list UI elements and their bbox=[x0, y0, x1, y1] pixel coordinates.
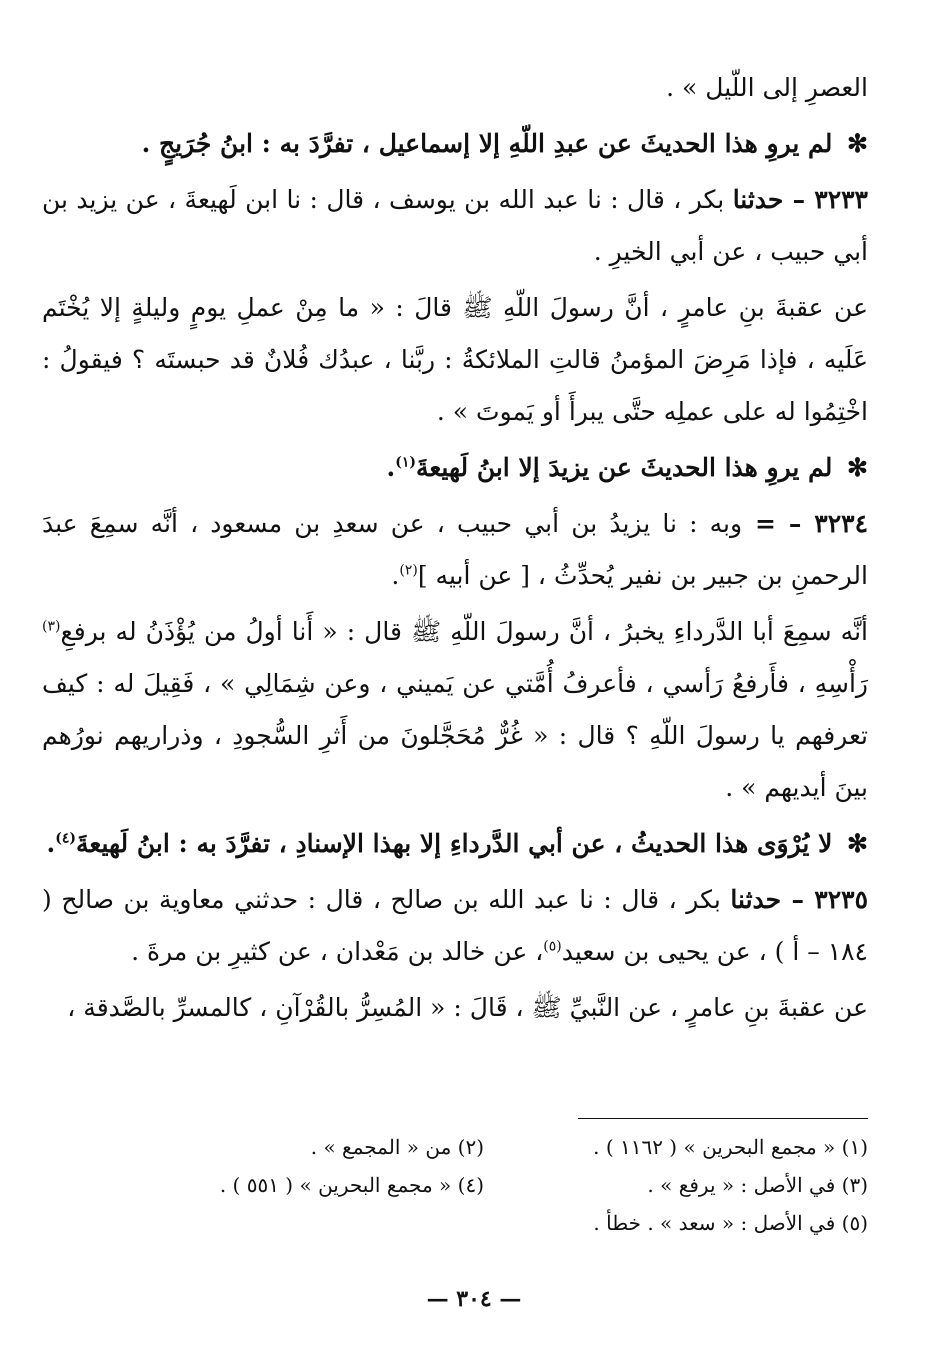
footnote-ref: (١) bbox=[395, 454, 416, 471]
hadith-chain-cont: ، عن خالد بن مَعْدان ، عن كثيرِ بن مرةَ . bbox=[131, 937, 544, 966]
paragraph-text: عن عقبةَ بنِ عامرٍ ، عن النَّبيِّ ﷺ ، قَالَ : « المُسِرُّ بالقُرْآنِ ، كالمسرِّ بالصَّدقة ، bbox=[67, 993, 868, 1022]
footnote-ref: (٣) bbox=[42, 618, 61, 635]
narrator-note bbox=[42, 118, 868, 170]
footnote: (١) « مجمع البحرين » ( ١١٦٢ ) . bbox=[593, 1135, 868, 1159]
star-icon: ✻ bbox=[847, 129, 868, 158]
page-number: — ٣٠٤ — bbox=[426, 1286, 522, 1312]
footnote bbox=[100, 1204, 484, 1242]
paragraph-text: عن عقبةَ بنِ عامرٍ ، أنَّ رسولَ اللّهِ ﷺ قالَ : « ما مِنْ عملِ يومٍ وليلةٍ إلا يُخْتَم عَلَيه ، فإذا مَرِضَ المؤمنُ قالتِ الملائكةُ : ربَّنا ، عبدُك فُلانٌ قد حبستَه ؟ فيقولُ : اخْتِمُوا له على عملِه حتَّى يبرأَ أو يَموتَ » . bbox=[42, 293, 868, 426]
hadith-chain: بكر ، قال : نا عبد الله بن صالح ، قال : حدثني معاوية بن صالح ( ١٨٤ – أ ) ، عن يحيى بن سعيد bbox=[42, 885, 868, 966]
note-text: لا يُرْوَى هذا الحديثُ ، عن أبي الدَّرداءِ إلا بهذا الإسنادِ ، تفرَّدَ به : ابنُ لَهيعةَ bbox=[76, 829, 833, 858]
note-tail: . bbox=[386, 453, 396, 482]
hadith-lead: حدثنا bbox=[732, 185, 784, 214]
paragraph-text: العصرِ إلى اللّيل » . bbox=[666, 73, 868, 102]
note-text: لم يروِ هذا الحديثَ عن عبدِ اللّهِ إلا إسماعيل ، تفرَّدَ به : ابنُ جُرَيجٍ . bbox=[141, 129, 833, 158]
footnote-ref: (٤) bbox=[55, 830, 77, 847]
hadith-3234 bbox=[42, 498, 868, 602]
footnote: (٣) في الأصل : « يرفع » . bbox=[647, 1173, 868, 1197]
footnotes bbox=[100, 1128, 868, 1242]
star-icon: ✻ bbox=[847, 829, 868, 858]
footnote-row bbox=[100, 1128, 868, 1166]
paragraph-tail: . bbox=[391, 561, 400, 590]
footnote: (٥) في الأصل : « سعد » . خطأ . bbox=[593, 1211, 868, 1235]
hadith-dash: – bbox=[781, 885, 815, 914]
note-text: لم يروِ هذا الحديثَ عن يزيدَ إلا ابنُ لَهيعةَ bbox=[415, 453, 833, 482]
footnote-ref: (٢) bbox=[399, 562, 418, 579]
footnote-ref: (٥) bbox=[543, 938, 562, 955]
footnote: (٢) من « المجمع » . bbox=[310, 1135, 484, 1159]
paragraph-text: أنَّه سمِعَ أبا الدَّرداءِ يخبرُ ، أنَّ رسولَ اللّهِ ﷺ قال : « أَنا أولُ من يُؤْذَنُ له برفعِ bbox=[60, 617, 868, 646]
footnote: (٤) « مجمع البحرين » ( ٥٥١ ) . bbox=[219, 1173, 484, 1197]
paragraph-text-cont: رَأْسِهِ ، فأَرفعُ رَأسي ، فأعرفُ أُمَّتي عن يَميني ، وعن شِمَالِي » ، فَقِيلَ له : كيف تعرفهم يا رسولَ اللّهِ ؟ قال : « غُرٌّ مُحَجَّلونَ من أَثرِ السُّجودِ ، وذراريهم نورُهم بينَ أيديهم » . bbox=[42, 669, 868, 802]
hadith-text bbox=[42, 606, 868, 814]
hadith-chain: وبه : نا يزيدُ بن أبي حبيب ، عن سعدِ بن مسعود ، أنَّه سمِعَ عبدَ الرحمنِ بن جبير بن نفير يُحدِّثُ ، [ عن أبيه ] bbox=[42, 509, 868, 590]
footnote-divider bbox=[578, 1118, 868, 1119]
footnote-row bbox=[100, 1166, 868, 1204]
hadith-dash: – = bbox=[742, 509, 815, 538]
hadith-3235 bbox=[42, 874, 868, 978]
narrator-note bbox=[42, 818, 868, 870]
hadith-text bbox=[42, 982, 868, 1034]
hadith-3233 bbox=[42, 174, 868, 278]
hadith-number: ٣٢٣٥ bbox=[814, 885, 868, 914]
footnote-row bbox=[100, 1204, 868, 1242]
hadith-lead: حدثنا bbox=[730, 885, 782, 914]
hadith-text bbox=[42, 282, 868, 438]
hadith-number: ٣٢٣٤ bbox=[814, 509, 869, 538]
hadith-number: ٣٢٣٣ bbox=[814, 185, 868, 214]
narrator-note bbox=[42, 442, 868, 494]
note-tail: . bbox=[46, 829, 56, 858]
hadith-chain: بكر ، قال : نا عبد الله بن يوسف ، قال : نا ابن لَهيعةَ ، عن يزيد بن أبي حبيب ، عن أبي الخيرِ . bbox=[42, 185, 868, 266]
star-icon: ✻ bbox=[847, 453, 868, 482]
paragraph-continuation bbox=[42, 62, 868, 114]
hadith-dash: – bbox=[783, 185, 815, 214]
